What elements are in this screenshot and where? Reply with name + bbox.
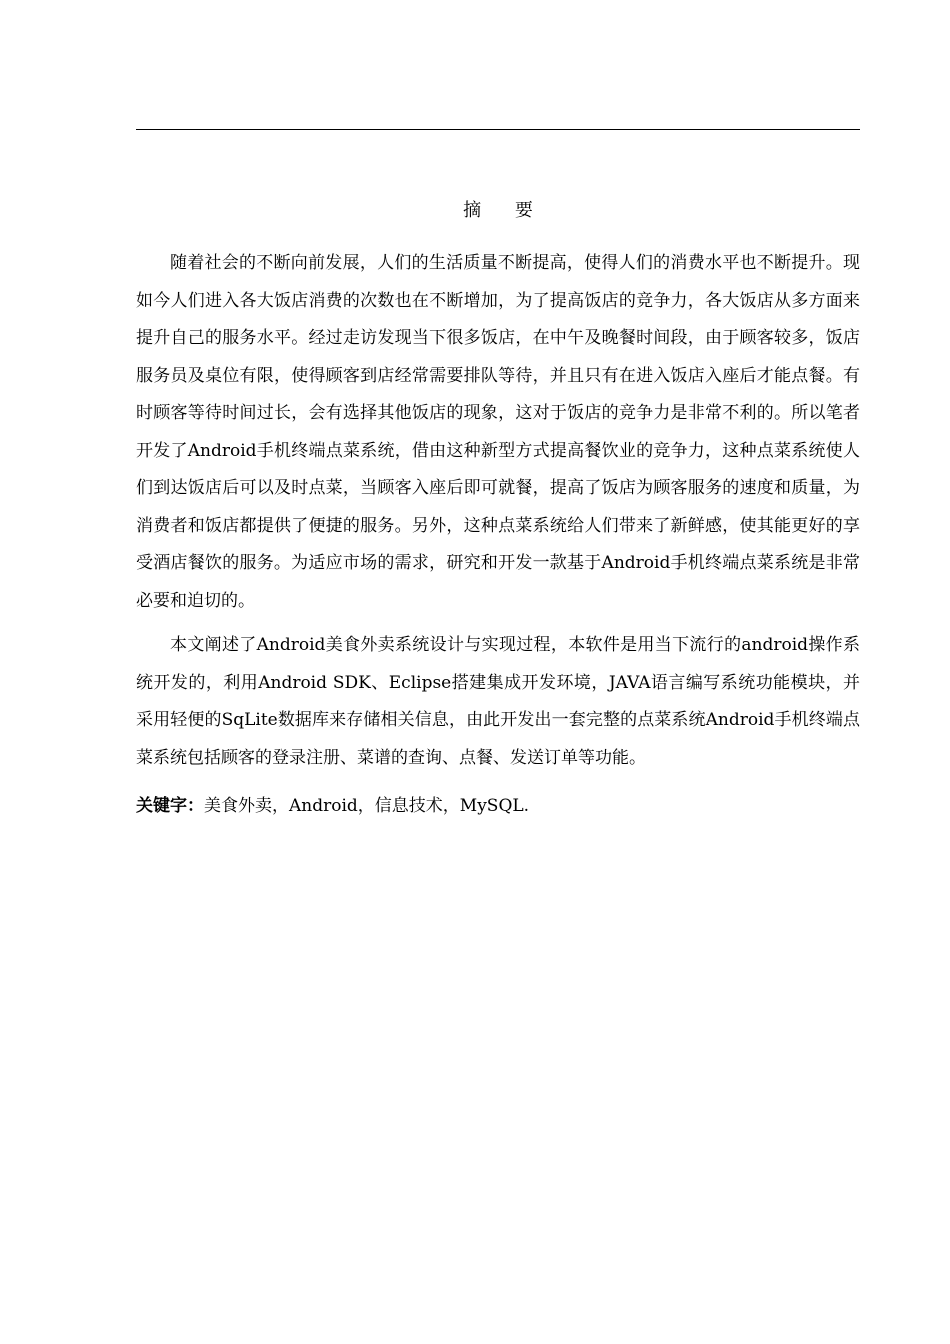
- abstract-paragraph-2: 本文阐述了Android美食外卖系统设计与实现过程，本软件是用当下流行的android操作系统开发的，利用Android SDK、Eclipse搭建集成开发环境，JAVA语言编写系统功能模块，并采用轻便的SqLite数据库来存储相关信息，由此开发出一套完整的点菜系统Android手机终端点菜系统包括顾客的登录注册、菜谱的查询、点餐、发送订单等功能。: [136, 635, 860, 768]
- keywords-line: [136, 788, 860, 825]
- abstract-title: 摘 要: [463, 200, 547, 221]
- abstract-body: [136, 245, 860, 825]
- header-rule: [136, 129, 860, 130]
- keywords-text: 美食外卖，Android，信息技术，MySQL.: [204, 796, 530, 816]
- abstract-paragraph-1: 随着社会的不断向前发展，人们的生活质量不断提高，使得人们的消费水平也不断提升。现如今人们进入各大饭店消费的次数也在不断增加，为了提高饭店的竞争力，各大饭店从多方面来提升自己的服务水平。经过走访发现当下很多饭店，在中午及晚餐时间段，由于顾客较多，饭店服务员及桌位有限，使得顾客到店经常需要排队等待，并且只有在进入饭店入座后才能点餐。有时顾客等待时间过长，会有选择其他饭店的现象，这对于饭店的竞争力是非常不利的。所以笔者开发了Android手机终端点菜系统，借由这种新型方式提高餐饮业的竞争力，这种点菜系统使人们到达饭店后可以及时点菜，当顾客入座后即可就餐，提高了饭店为顾客服务的速度和质量，为消费者和饭店都提供了便捷的服务。另外，这种点菜系统给人们带来了新鲜感，使其能更好的享受酒店餐饮的服务。为适应市场的需求，研究和开发一款基于Android手机终端点菜系统是非常必要和迫切的。: [136, 253, 860, 611]
- keywords-label: 关键字：: [136, 796, 204, 816]
